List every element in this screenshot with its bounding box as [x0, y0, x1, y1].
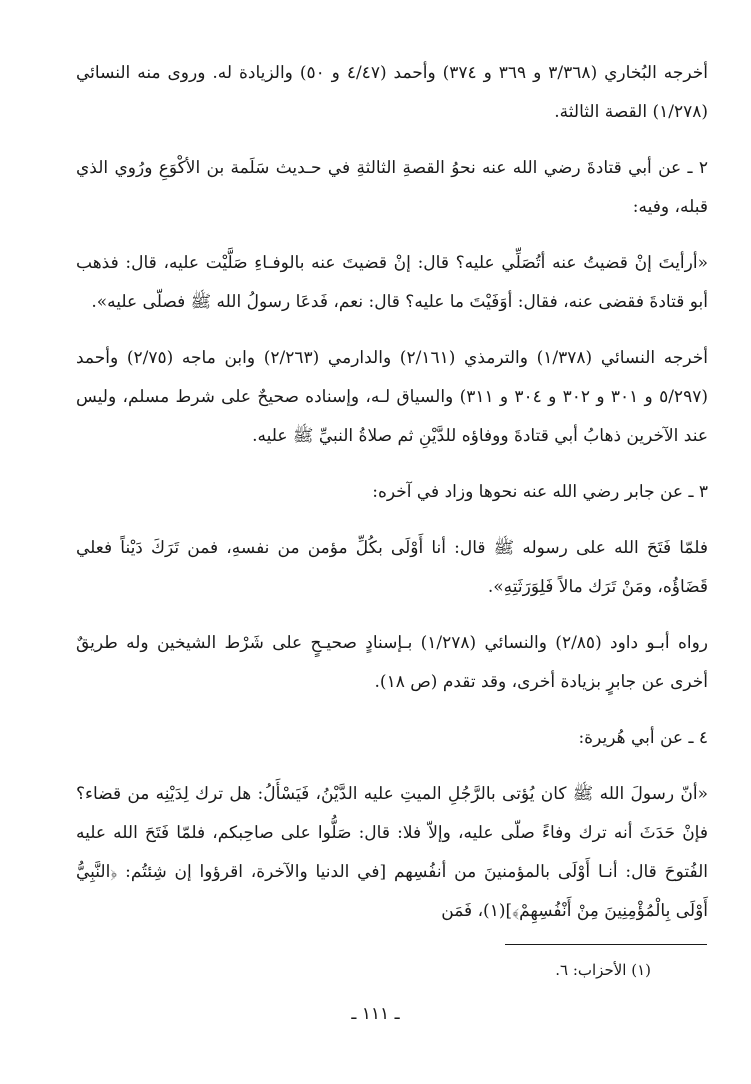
footnote-divider — [505, 944, 707, 945]
paragraph-takhrij-1: أخرجه البُخاري (٣/٣٦٨ و ٣٦٩ و ٣٧٤) وأحمد (٤/٤٧ و ٥٠) والزيادة له. وروى منه النسائي (١/٢٧٨) القصة الثالثة. — [76, 63, 709, 122]
body-text — [76, 54, 708, 931]
paragraph-hadith-4-intro: ٤ ـ عن أبي هُريرة: — [578, 728, 708, 748]
page-number: ـ ١١١ ـ — [351, 1004, 400, 1024]
paragraph-takhrij-2: أخرجه النسائي (١/٣٧٨) والترمذي (٢/١٦١) والدارمي (٢/٢٦٣) وابن ماجه (٢/٧٥) وأحمد (٥/٢٩٧ و ٣٠١ و ٣٠٢ و ٣٠٤ و ٣١١) والسياق لـه، وإسناده صحيحٌ على شرط مسلم، وليس عند الآخرين ذهابُ أبي قتادةَ ووفاؤه للدَّيْنِ ثم صلاةُ النبيِّ ﷺ عليه. — [76, 348, 708, 446]
paragraph-hadith-2-text: «أرأيتَ إنْ قضيتُ عنه أتُصَلِّي عليه؟ قال: إنْ قضيتَ عنه بالوفـاءِ صَلَّيْت عليه، قال: فذهب أبو قتادةَ فقضى عنه، فقال: أوَفَيْتَ ما عليه؟ قال: نعم، فَدعَا رسولُ الله ﷺ فصلّى عليه». — [76, 253, 708, 312]
footnote: (١) الأحزاب: ٦. — [555, 961, 651, 979]
paragraph-takhrij-3: رواه أبـو داود (٢/٨٥) والنسائي (١/٢٧٨) بـإسنادٍ صحيـحٍ على شَرْط الشيخين وله طريقٌ أخرى عن جابرٍ بزيادة أخرى، وقد تقدم (ص ١٨). — [76, 633, 709, 692]
paragraph-hadith-2-intro: ٢ ـ عن أبي قتادةَ رضي الله عنه نحوُ القصةِ الثالثةِ في حـديث سَلَمة بن الأكْوَعِ ورُوي الذي قبله، وفيه: — [76, 158, 708, 217]
paragraph-hadith-3-intro: ٣ ـ عن جابر رضي الله عنه نحوها وزاد في آخره: — [372, 482, 708, 502]
paragraph-hadith-3-text: فلمّا فَتَحَ الله على رسوله ﷺ قال: أنا أَوْلَى بكُلِّ مؤمن من نفسهِ، فمن تَرَكَ دَيْناً فعلي قَضَاؤُه، ومَنْ تَرَك مالاً فَلِوَرَثَتِهِ». — [76, 538, 708, 597]
paragraph-hadith-4-text: «أنّ رسولَ الله ﷺ كان يُؤتى بالرَّجُلِ الميتِ عليه الدَّيْنُ، فَيَسْأَلُ: هل ترك لِدَيْنِه من قضاء؟ فإنْ حَدَثَ أنه ترك وفاءً صلّى عليه، وإلاّ فلا: قال: صَلُّوا على صاحِبكم، فلمّا فَتَحَ الله عليه الفُتوحَ قال: أنـا أَوْلَى بالمؤمنينَ من أنفُسِهم [في الدنيا والآخرة، اقرؤوا إن شِئتُم: ﴿النَّبِيُّ أَوْلَى بِالْمُؤْمِنِينَ مِنْ أَنْفُسِهِمْ﴾](١)، فَمَن — [76, 784, 708, 921]
